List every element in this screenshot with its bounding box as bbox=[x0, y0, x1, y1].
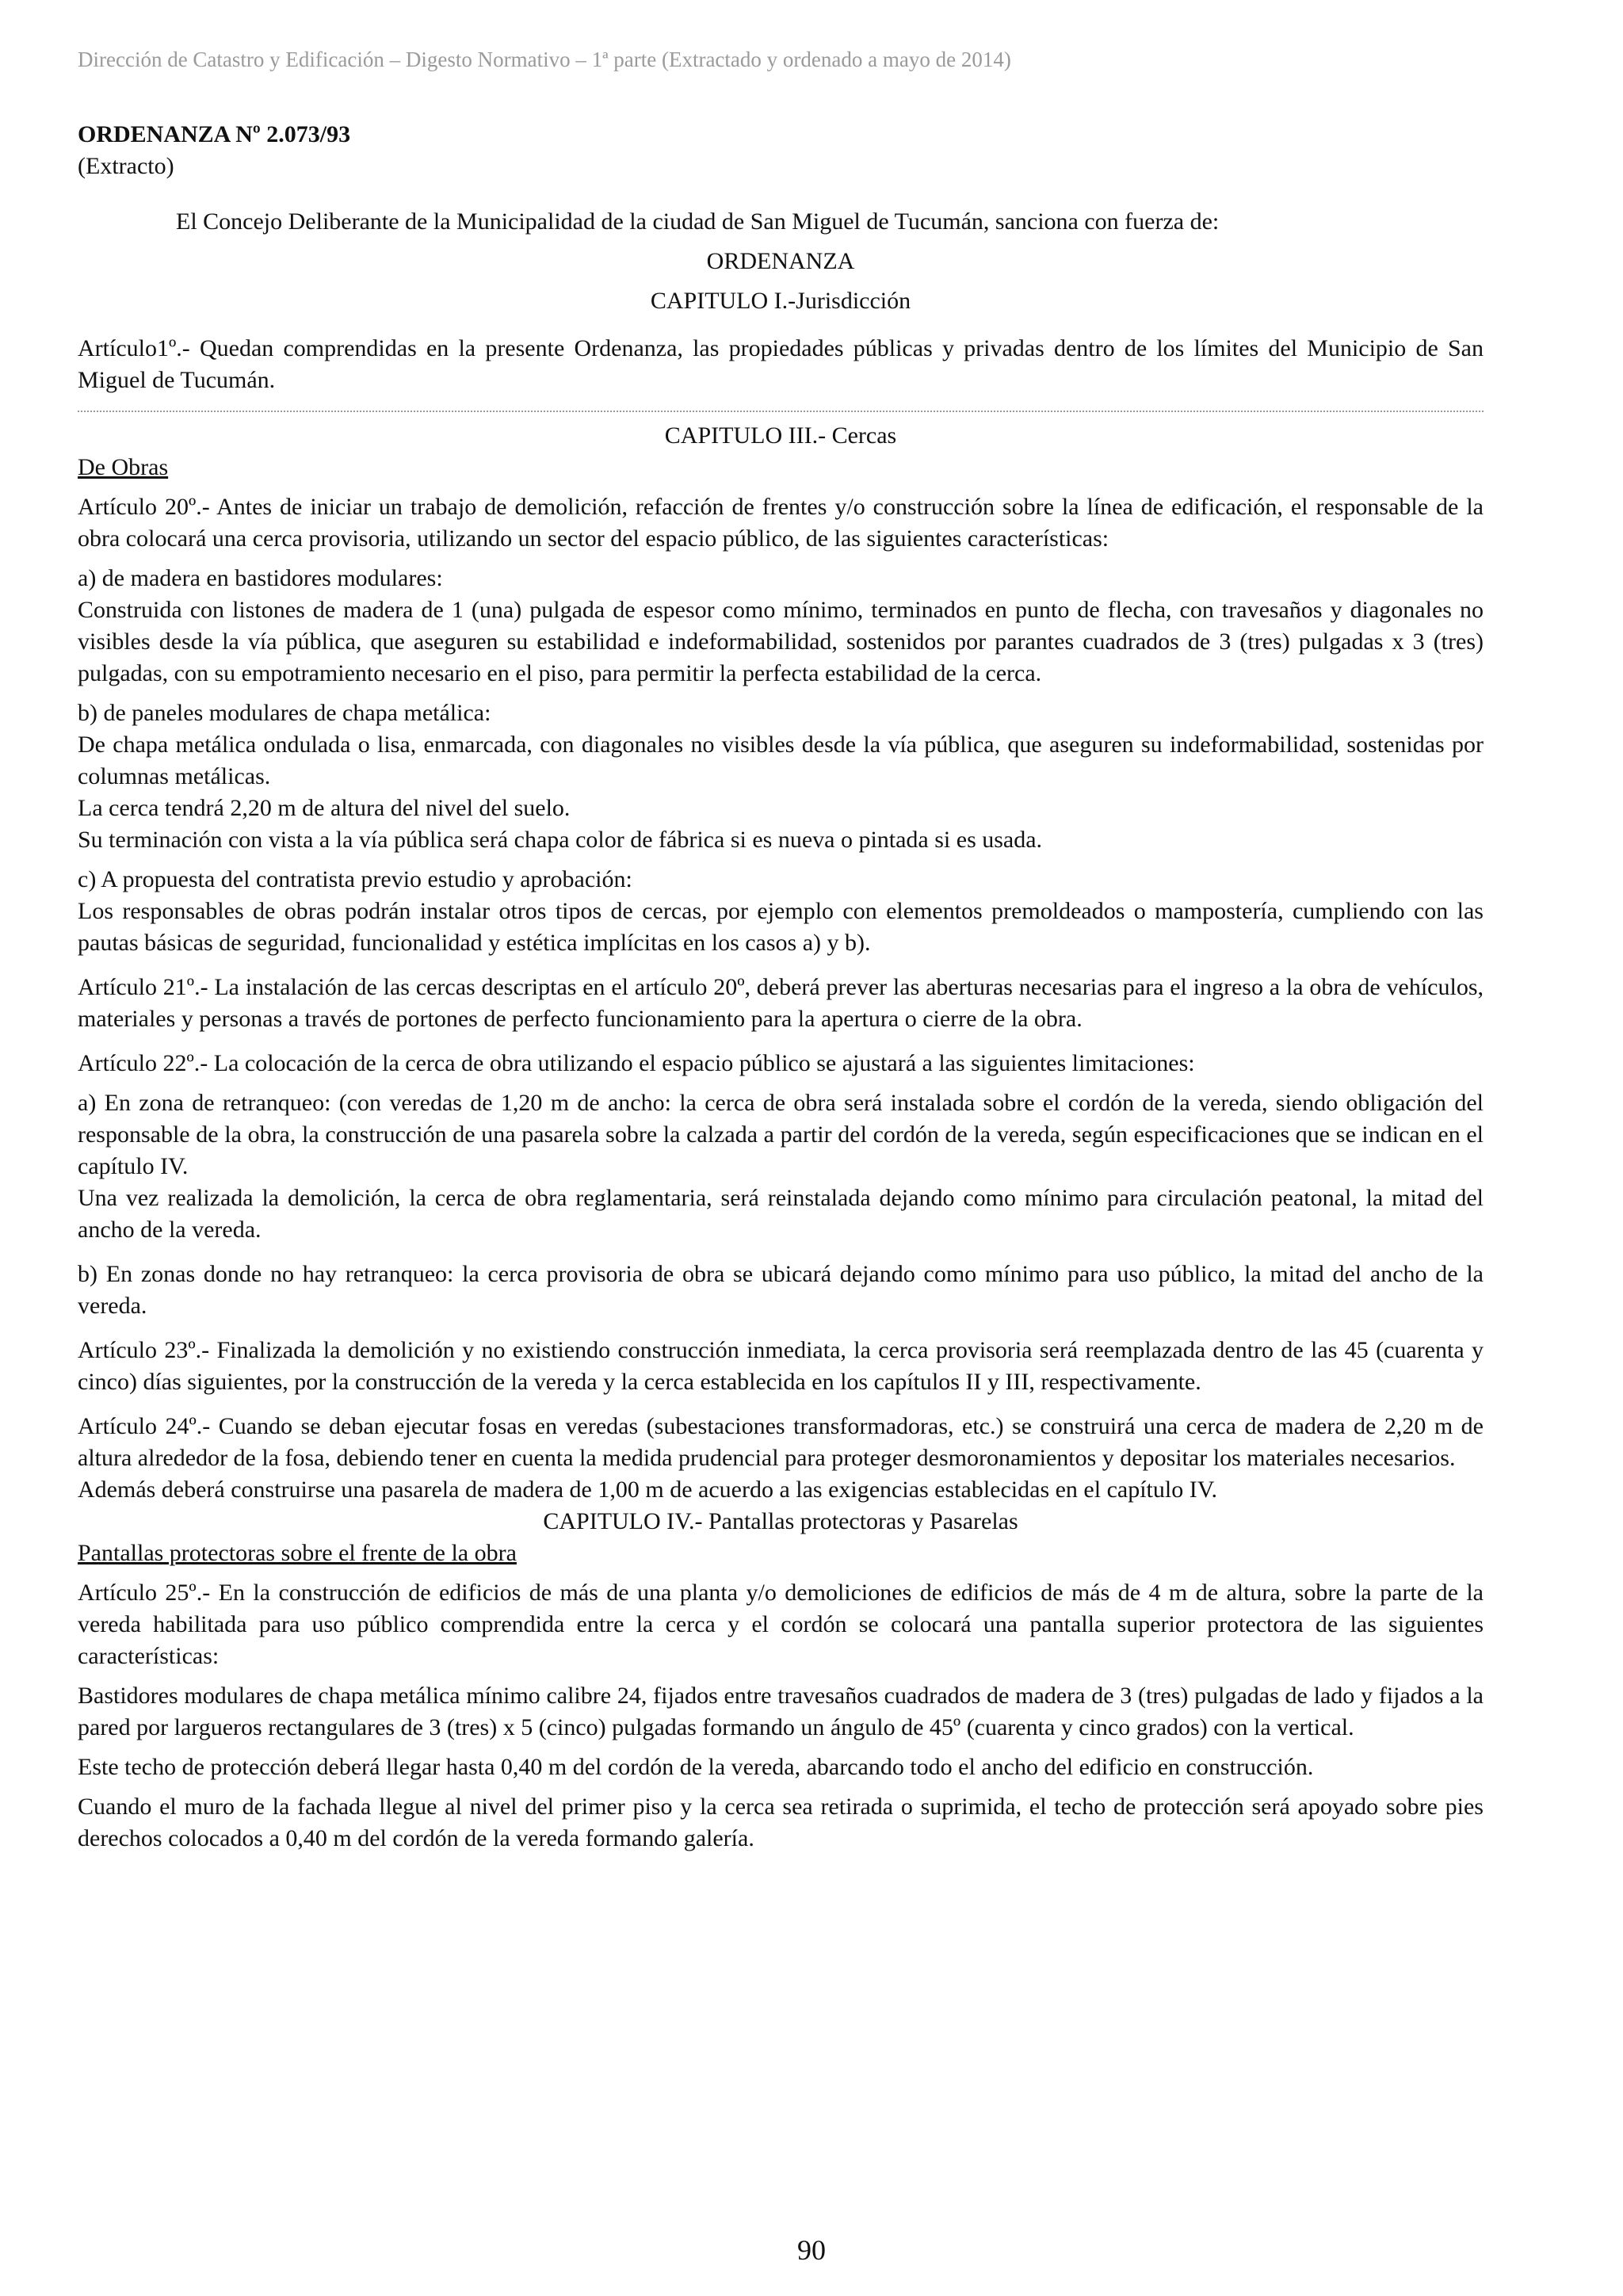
article-20-b-title: b) de paneles modulares de chapa metálica: bbox=[78, 700, 491, 726]
article-24: Artículo 24º.- Cuando se deban ejecutar fosas en veredas (subestaciones transformadoras, etc.) se construirá una cerca de madera de 2,20 m de altura alrededor de la fosa, debiendo tener en cuenta la medida prudencial para proteger desmoronamientos y depositar los materiales necesarios. bbox=[78, 1413, 1484, 1471]
article-23: Artículo 23º.- Finalizada la demolición y no existiendo construcción inmediata, la cerca provisoria será reemplazada dentro de las 45 (cuarenta y cinco) días siguientes, por la construcción de la vereda y la cerca establecida en los capítulos II y III, respectivamente. bbox=[78, 1337, 1484, 1395]
article-25: Artículo 25º.- En la construcción de edificios de más de una planta y/o demoliciones de edificios de más de 4 m de altura, sobre la parte de la vereda habilitada para uso público comprendida entre la cerca y el cordón se colocará una pantalla superior protectora de las siguientes características: bbox=[78, 1580, 1484, 1669]
section-divider bbox=[78, 411, 1484, 412]
section-de-obras: De Obras bbox=[78, 454, 169, 480]
ordinance-title: ORDENANZA Nº 2.073/93 bbox=[78, 121, 351, 147]
article-22-b: b) En zonas donde no hay retranqueo: la cerca provisoria de obra se ubicará dejando como mínimo para uso público, la mitad del ancho de la vereda. bbox=[78, 1261, 1484, 1319]
section-pantallas: Pantallas protectoras sobre el frente de la obra bbox=[78, 1540, 517, 1566]
article-20-a-text: Construida con listones de madera de 1 (una) pulgada de espesor como mínimo, terminados en punto de flecha, con travesaños y diagonales no visibles desde la vía pública, que aseguren su estabilidad e indeformabilidad, sostenidos por parantes cuadrados de 3 (tres) pulgadas x 3 (tres) pulgadas, con su empotramiento necesario en el piso, para permitir la perfecta estabilidad de la cerca. bbox=[78, 597, 1484, 686]
chapter-3-heading: CAPITULO III.- Cercas bbox=[664, 422, 897, 449]
article-20-b-finish: Su terminación con vista a la vía pública será chapa color de fábrica si es nueva o pintada si es usada. bbox=[78, 827, 1043, 853]
article-22: Artículo 22º.- La colocación de la cerca de obra utilizando el espacio público se ajustará a las siguientes limitaciones: bbox=[78, 1050, 1195, 1076]
article-20: Artículo 20º.- Antes de iniciar un trabajo de demolición, refacción de frentes y/o construcción sobre la línea de edificación, el responsable de la obra colocará una cerca provisoria, utilizando un sector del espacio público, de las siguientes características: bbox=[78, 494, 1484, 552]
article-20-c-title: c) A propuesta del contratista previo estudio y aprobación: bbox=[78, 866, 632, 892]
article-20-b-text: De chapa metálica ondulada o lisa, enmarcada, con diagonales no visibles desde la vía pública, que aseguren su indeformabilidad, sostenidas por columnas metálicas. bbox=[78, 732, 1484, 789]
ordinance-subtitle: (Extracto) bbox=[78, 153, 174, 179]
article-25-paragraph-2: Bastidores modulares de chapa metálica mínimo calibre 24, fijados entre travesaños cuadrados de madera de 3 (tres) pulgadas de lado y fijados a la pared por largueros rectangulares de 3 (tres) x 5 (cinco) pulgadas formando un ángulo de 45º (cuarenta y cinco grados) con la vertical. bbox=[78, 1683, 1484, 1740]
page-number: 90 bbox=[797, 2234, 826, 2266]
article-20-b-height: La cerca tendrá 2,20 m de altura del nivel del suelo. bbox=[78, 795, 571, 821]
chapter-1-heading: CAPITULO I.-Jurisdicción bbox=[650, 288, 911, 314]
article-25-paragraph-3: Este techo de protección deberá llegar hasta 0,40 m del cordón de la vereda, abarcando todo el ancho del edificio en construcción. bbox=[78, 1754, 1314, 1780]
article-25-paragraph-4: Cuando el muro de la fachada llegue al nivel del primer piso y la cerca sea retirada o suprimida, el techo de protección será apoyado sobre pies derechos colocados a 0,40 m del cordón de la vereda formando galería. bbox=[78, 1794, 1484, 1851]
heading-ordenanza: ORDENANZA bbox=[706, 248, 855, 274]
intro-paragraph: El Concejo Deliberante de la Municipalidad de la ciudad de San Miguel de Tucumán, sanciona con fuerza de: bbox=[176, 208, 1220, 235]
article-22-a: a) En zona de retranqueo: (con veredas de 1,20 m de ancho: la cerca de obra será instalada sobre el cordón de la vereda, siendo obligación del responsable de la obra, la construcción de una pasarela sobre la calzada a partir del cordón de la vereda, según especificaciones que se indican en el capítulo IV. bbox=[78, 1090, 1484, 1179]
article-20-a-title: a) de madera en bastidores modulares: bbox=[78, 565, 443, 591]
article-22-a-continued: Una vez realizada la demolición, la cerca de obra reglamentaria, será reinstalada dejando como mínimo para circulación peatonal, la mitad del ancho de la vereda. bbox=[78, 1185, 1484, 1243]
chapter-4-heading: CAPITULO IV.- Pantallas protectoras y Pasarelas bbox=[543, 1508, 1018, 1534]
document-body bbox=[78, 119, 1484, 1855]
article-21: Artículo 21º.- La instalación de las cercas descriptas en el artículo 20º, deberá prever las aberturas necesarias para el ingreso a la obra de vehículos, materiales y personas a través de portones de perfecto funcionamiento para la apertura o cierre de la obra. bbox=[78, 974, 1484, 1032]
running-header: Dirección de Catastro y Edificación – Digesto Normativo – 1ª parte (Extractado y ordenado a mayo de 2014) bbox=[78, 48, 1011, 71]
article-20-c-text: Los responsables de obras podrán instalar otros tipos de cercas, por ejemplo con elementos premoldeados o mampostería, cumpliendo con las pautas básicas de seguridad, funcionalidad y estética implícitas en los casos a) y b). bbox=[78, 898, 1484, 956]
article-1: Artículo1º.- Quedan comprendidas en la presente Ordenanza, las propiedades públicas y privadas dentro de los límites del Municipio de San Miguel de Tucumán. bbox=[78, 335, 1484, 393]
article-24-continued: Además deberá construirse una pasarela de madera de 1,00 m de acuerdo a las exigencias establecidas en el capítulo IV. bbox=[78, 1477, 1218, 1503]
